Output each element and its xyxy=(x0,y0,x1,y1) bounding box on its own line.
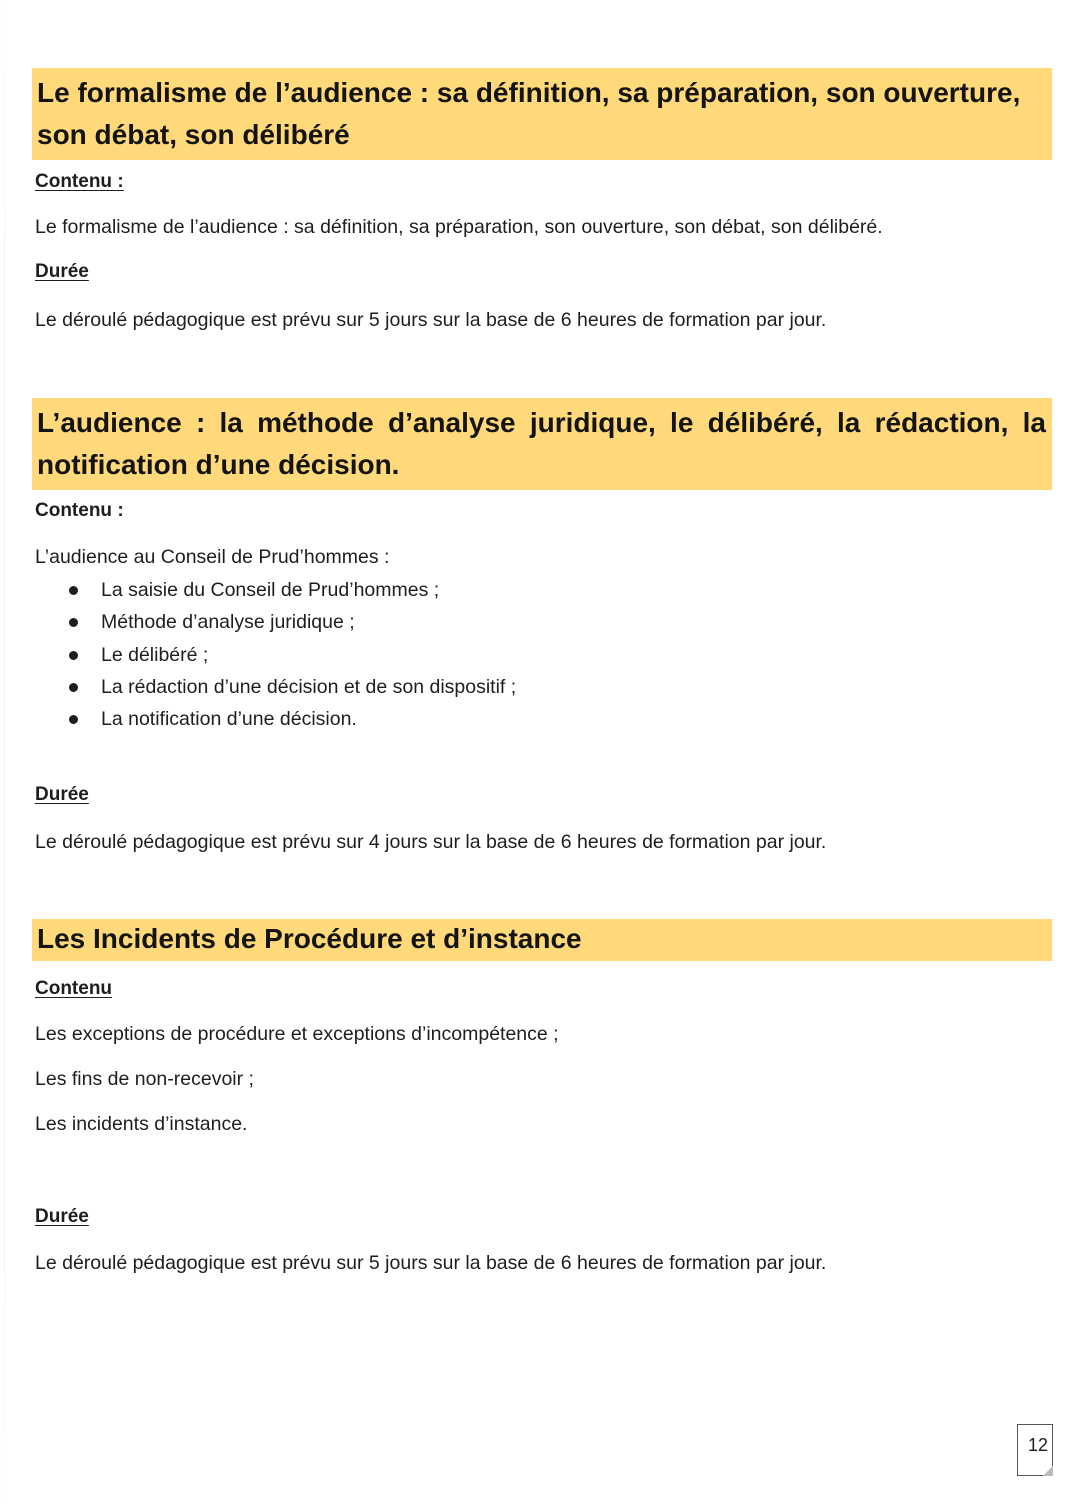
page-number-box xyxy=(1017,1424,1053,1476)
section-2-duration-label: Durée xyxy=(35,784,89,805)
scan-margin-line xyxy=(4,0,5,1508)
bullet-icon xyxy=(69,618,78,627)
list-item xyxy=(35,671,516,703)
bullet-icon xyxy=(69,651,78,660)
section-1-duration-label: Durée xyxy=(35,261,89,282)
list-item-text: Le délibéré ; xyxy=(101,643,209,666)
section-2-bullet-list xyxy=(35,574,516,735)
page-number: 12 xyxy=(1027,1435,1048,1455)
list-item-text: Méthode d’analyse juridique ; xyxy=(101,611,355,634)
section-2-duration-text: Le déroulé pédagogique est prévu sur 4 jours sur la base de 6 heures de formation par jour. xyxy=(35,831,827,853)
list-item xyxy=(35,574,516,606)
list-item-text: La rédaction d’une décision et de son dispositif ; xyxy=(101,675,517,698)
list-item xyxy=(35,606,516,638)
bullet-icon xyxy=(69,683,78,692)
section-3-content-line-3: Les incidents d’instance. xyxy=(35,1113,248,1135)
section-1-heading: Le formalisme de l’audience : sa définition, sa préparation, son ouverture, son débat, son délibéré xyxy=(32,68,1052,160)
section-3-duration-text: Le déroulé pédagogique est prévu sur 5 jours sur la base de 6 heures de formation par jour. xyxy=(35,1252,827,1274)
bullet-icon xyxy=(69,715,78,724)
bullet-icon xyxy=(69,586,78,595)
section-1-duration-text: Le déroulé pédagogique est prévu sur 5 jours sur la base de 6 heures de formation par jour. xyxy=(35,309,827,331)
section-2-content-intro: L’audience au Conseil de Prud’hommes : xyxy=(35,546,390,568)
section-1-content-text: Le formalisme de l’audience : sa définition, sa préparation, son ouverture, son débat, son délibéré. xyxy=(35,216,883,238)
list-item xyxy=(35,703,516,735)
page-fold-icon xyxy=(1043,1466,1053,1476)
list-item xyxy=(35,639,516,671)
section-2-content-label: Contenu : xyxy=(35,500,124,521)
section-3-content-label: Contenu xyxy=(35,978,113,999)
section-3-content-line-1: Les exceptions de procédure et exceptions d’incompétence ; xyxy=(35,1023,559,1045)
section-3-duration-label: Durée xyxy=(35,1206,89,1227)
section-2-heading: L’audience : la méthode d’analyse juridique, le délibéré, la rédaction, la notification d’une décision. xyxy=(32,398,1052,490)
section-1-content-label: Contenu : xyxy=(35,171,124,192)
list-item-text: La notification d’une décision. xyxy=(101,708,357,731)
section-3-content-line-2: Les fins de non-recevoir ; xyxy=(35,1068,254,1090)
list-item-text: La saisie du Conseil de Prud’hommes ; xyxy=(101,579,440,601)
section-3-heading: Les Incidents de Procédure et d’instance xyxy=(32,919,1052,961)
